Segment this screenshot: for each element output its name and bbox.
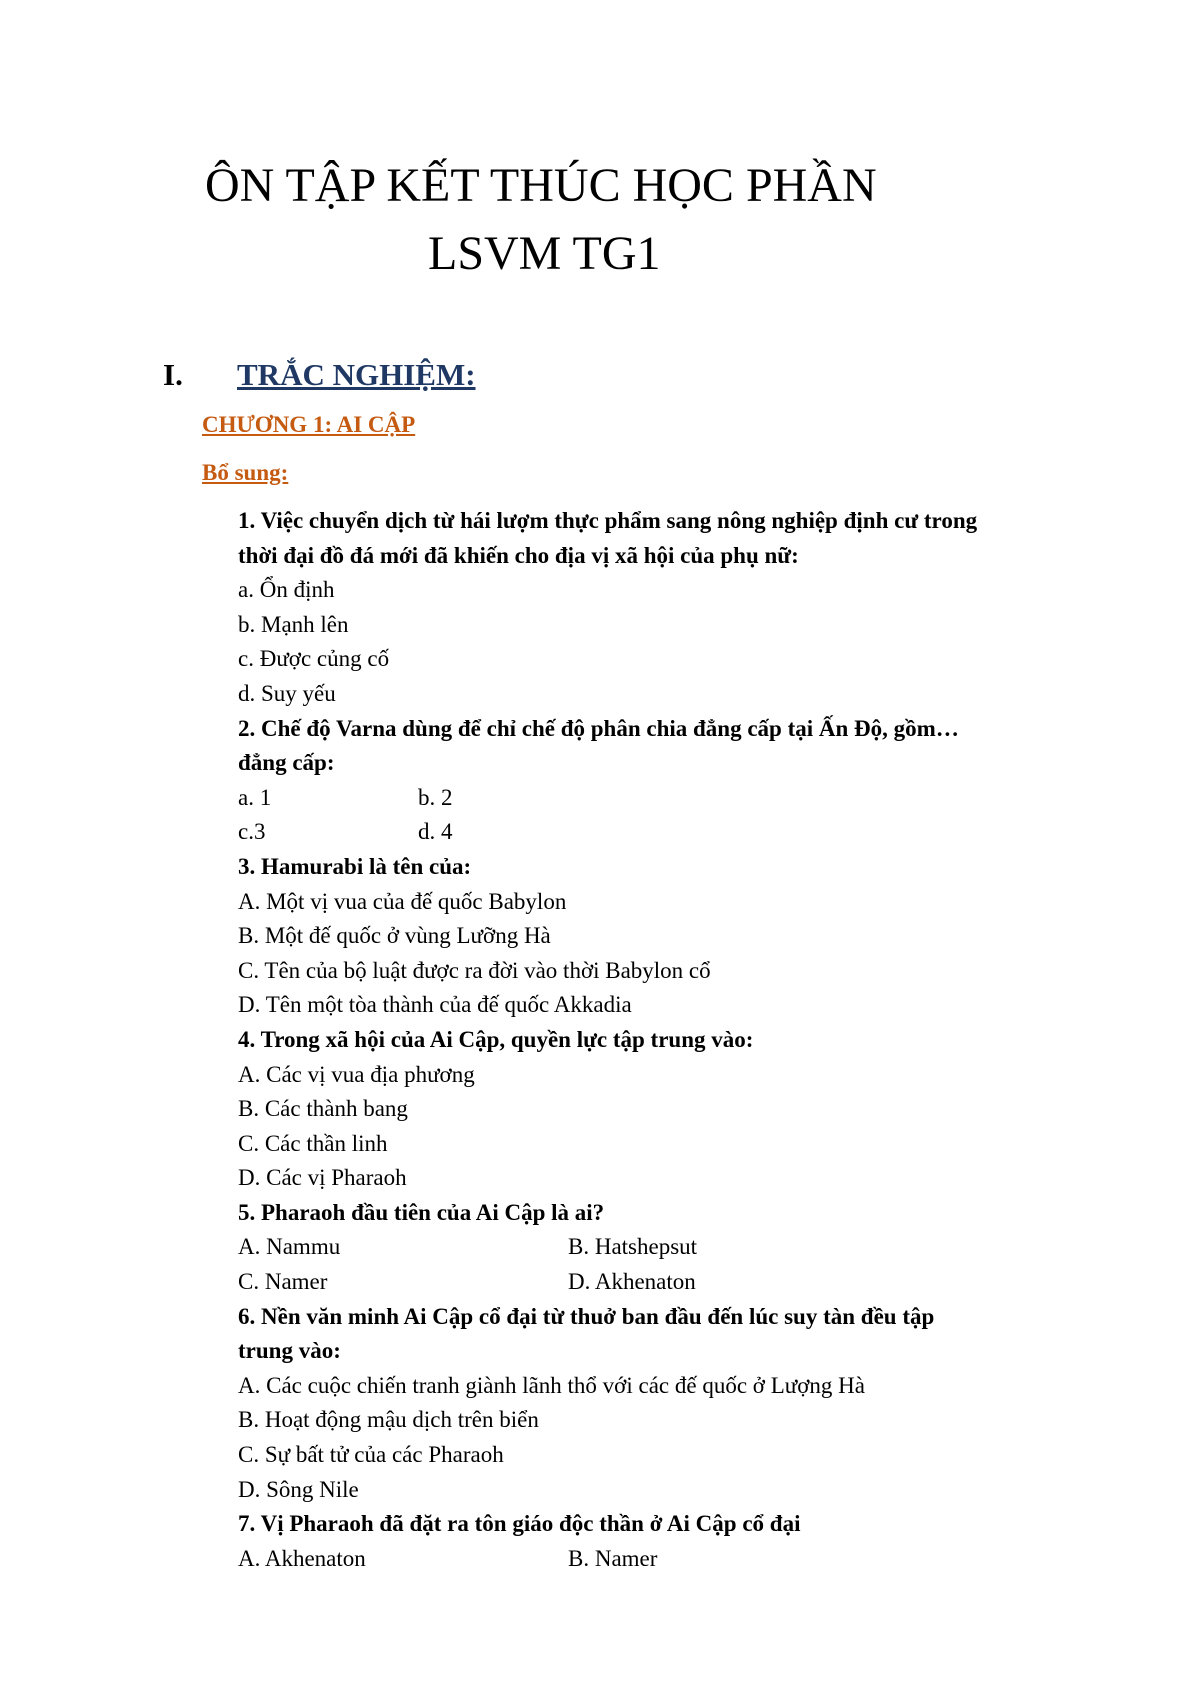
question-6-option-d: D. Sông Nile	[238, 1476, 359, 1502]
question-1-text-line2: thời đại đồ đá mới đã khiến cho địa vị xã hội của phụ nữ:	[238, 542, 799, 568]
question-3-option-d: D. Tên một tòa thành của đế quốc Akkadia	[238, 992, 632, 1018]
question-4-option-a: A. Các vị vua địa phương	[238, 1061, 475, 1087]
question-7-text: 7. Vị Pharaoh đã đặt ra tôn giáo độc thần ở Ai Cập cổ đại	[238, 1511, 801, 1537]
question-5-options-row1	[238, 1230, 1098, 1265]
question-5-option-c: C. Namer	[238, 1269, 328, 1295]
question-4-text: 4. Trong xã hội của Ai Cập, quyền lực tập trung vào:	[238, 1026, 754, 1052]
question-1-option-c: c. Được củng cố	[238, 646, 390, 672]
question-5-option-d: D. Akhenaton	[568, 1269, 696, 1295]
question-1-option-a: a. Ổn định	[238, 577, 335, 603]
question-6-option-a: A. Các cuộc chiến tranh giành lãnh thổ với các đế quốc ở Lượng Hà	[238, 1372, 865, 1398]
question-2-text-line2: đẳng cấp:	[238, 750, 335, 776]
question-5-options-row2	[238, 1265, 1098, 1300]
question-6-option-b: B. Hoạt động mậu dịch trên biển	[238, 1407, 539, 1433]
question-1-option-d: d. Suy yếu	[238, 680, 336, 706]
question-6-text-line1: 6. Nền văn minh Ai Cập cổ đại từ thuở ban đầu đến lúc suy tàn đều tập	[238, 1303, 935, 1329]
section-title: TRẮC NGHIỆM:	[237, 357, 476, 392]
question-2-options-row1	[238, 781, 1098, 816]
question-1-option-b: b. Mạnh lên	[238, 611, 349, 637]
question-7-options-row1	[238, 1542, 1098, 1577]
section-number: I.	[163, 357, 183, 392]
question-2-option-a: a. 1	[238, 784, 272, 810]
question-7-option-a: A. Akhenaton	[238, 1545, 366, 1571]
question-7-option-b: B. Namer	[568, 1545, 658, 1571]
question-list	[238, 504, 1098, 1576]
supplement-heading: Bổ sung:	[202, 460, 289, 485]
question-2-options-row2	[238, 815, 1098, 850]
document-title-line2: LSVM TG1	[428, 227, 661, 280]
question-3-option-c: C. Tên của bộ luật được ra đời vào thời Babylon cổ	[238, 957, 711, 983]
document-title-line1: ÔN TẬP KẾT THÚC HỌC PHẦN	[205, 159, 877, 212]
question-6-text-line2: trung vào:	[238, 1338, 341, 1364]
question-3-option-b: B. Một đế quốc ở vùng Lưỡng Hà	[238, 923, 551, 949]
question-4-option-c: C. Các thần linh	[238, 1130, 388, 1156]
question-2-option-d: d. 4	[418, 819, 453, 845]
question-1-text-line1: 1. Việc chuyển dịch từ hái lượm thực phẩm sang nông nghiệp định cư trong	[238, 508, 978, 533]
question-3-text: 3. Hamurabi là tên của:	[238, 853, 472, 879]
chapter-heading: CHƯƠNG 1: AI CẬP	[202, 412, 416, 437]
question-5-text: 5. Pharaoh đầu tiên của Ai Cập là ai?	[238, 1199, 605, 1225]
question-2-text-line1: 2. Chế độ Varna dùng để chỉ chế độ phân chia đẳng cấp tại Ấn Độ, gồm…	[238, 715, 959, 741]
question-5-option-a: A. Nammu	[238, 1234, 341, 1260]
question-2-option-b: b. 2	[418, 784, 453, 810]
question-3-option-a: A. Một vị vua của đế quốc Babylon	[238, 888, 567, 914]
question-4-option-d: D. Các vị Pharaoh	[238, 1165, 407, 1191]
question-2-option-c: c.3	[238, 819, 266, 845]
question-4-option-b: B. Các thành bang	[238, 1096, 408, 1122]
question-5-option-b: B. Hatshepsut	[568, 1234, 698, 1260]
question-6-option-c: C. Sự bất tử của các Pharaoh	[238, 1442, 504, 1468]
